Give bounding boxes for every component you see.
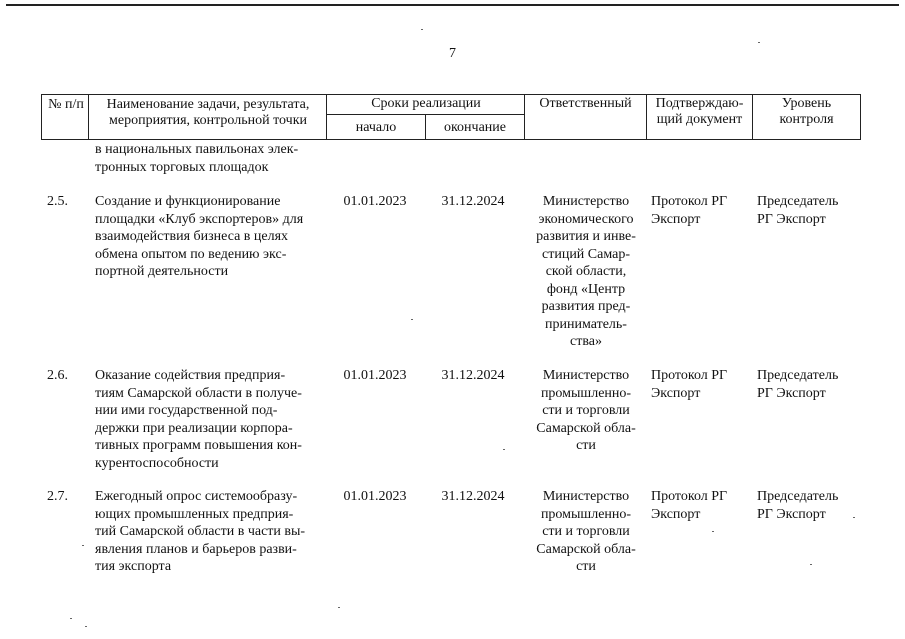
row-name — [95, 193, 320, 281]
text-line: сти и торговли — [542, 524, 630, 539]
header-divider — [425, 114, 426, 139]
header-divider — [752, 95, 753, 139]
row-num: 2.7. — [47, 489, 68, 504]
text-line: тивных программ повышения кон- — [95, 438, 302, 453]
top-border-line — [6, 4, 899, 6]
row-end: 31.12.2024 — [441, 368, 505, 383]
scan-speck — [85, 626, 87, 627]
scan-speck — [712, 531, 714, 532]
row-start: 01.01.2023 — [343, 368, 407, 383]
header-document: Подтверждаю-щий документ — [655, 96, 744, 127]
text-line: тиям Самарской области в получе- — [95, 385, 302, 401]
header-responsible: Ответственный — [539, 96, 632, 111]
text-line: Министерство — [542, 368, 630, 383]
text-line: промышленно- — [540, 385, 632, 401]
header-divider — [326, 95, 327, 139]
text-line: развития пред- — [541, 299, 631, 314]
page-number: 7 — [449, 46, 456, 61]
text-line: Ежегодный опрос системообразу- — [95, 489, 298, 504]
text-line: обмена опытом по ведению экс- — [95, 246, 287, 262]
scan-speck — [70, 618, 72, 619]
text-line: экономического — [538, 211, 634, 227]
text-line: в национальных павильонах элек- — [95, 142, 299, 157]
text-line: сти — [576, 438, 596, 453]
text-line: Протокол РГ — [651, 194, 728, 209]
text-line: Протокол РГ — [651, 368, 728, 383]
text-line: тий Самарской области в части вы- — [95, 524, 306, 539]
text-line: Министерство — [542, 489, 630, 504]
table-header — [41, 94, 861, 140]
header-terms: Сроки реализации — [371, 96, 481, 111]
header-divider — [88, 95, 89, 139]
scan-speck — [338, 607, 340, 608]
scan-speck — [82, 545, 84, 546]
row-name — [95, 367, 320, 472]
row-end: 31.12.2024 — [441, 489, 505, 504]
header-divider — [524, 95, 525, 139]
row-num: 2.6. — [47, 368, 68, 383]
text-line: портной деятельности — [95, 264, 229, 279]
text-line: Оказание содействия предприя- — [95, 368, 286, 383]
scan-speck — [411, 319, 413, 320]
text-line: взаимодействия бизнеса в целях — [95, 229, 289, 244]
text-line: Экспорт — [651, 211, 701, 227]
header-start: начало — [355, 120, 397, 135]
text-line: Протокол РГ — [651, 489, 728, 504]
text-line: ющих промышленных предприя- — [95, 506, 294, 522]
text-line: ской области, — [545, 264, 627, 279]
row-control — [757, 367, 861, 402]
scan-speck — [421, 29, 423, 30]
text-line: держки при реализации корпора- — [95, 420, 293, 436]
text-line: РГ Экспорт — [757, 211, 826, 227]
text-line: тия экспорта — [95, 559, 172, 574]
header-subdivider — [326, 114, 524, 115]
row-num: 2.5. — [47, 194, 68, 209]
scan-speck — [853, 517, 855, 518]
text-line: приниматель- — [545, 316, 627, 332]
row-responsible — [526, 488, 646, 576]
text-line: явления планов и барьеров разви- — [95, 541, 297, 557]
row-document — [651, 488, 751, 523]
text-line: курентоспособности — [95, 455, 219, 471]
text-line: РГ Экспорт — [757, 385, 826, 401]
text-line: Создание и функционирование — [95, 194, 281, 209]
text-line: развития и инве- — [536, 229, 636, 244]
text-line: Председатель — [757, 194, 839, 209]
row-start: 01.01.2023 — [343, 489, 407, 504]
row-control — [757, 488, 861, 523]
text-line: сти — [576, 559, 596, 574]
continuation-text — [95, 141, 320, 176]
text-line: РГ Экспорт — [757, 506, 826, 522]
row-start: 01.01.2023 — [343, 194, 407, 209]
text-line: ства» — [570, 334, 602, 349]
text-line: площадки «Клуб экспортеров» для — [95, 211, 304, 227]
text-line: стиций Самар- — [542, 246, 630, 262]
scan-speck — [758, 42, 760, 43]
text-line: Экспорт — [651, 385, 701, 401]
text-line: нии ими государственной под- — [95, 403, 278, 418]
text-line: Самарской обла- — [536, 420, 636, 436]
row-responsible — [526, 367, 646, 455]
text-line: Экспорт — [651, 506, 701, 522]
row-end: 31.12.2024 — [441, 194, 505, 209]
scan-speck — [810, 564, 812, 565]
row-document — [651, 367, 751, 402]
row-control — [757, 193, 861, 228]
header-divider — [646, 95, 647, 139]
header-control: Уровень контроля — [779, 96, 834, 127]
header-end: окончание — [443, 120, 507, 135]
text-line: фонд «Центр — [546, 281, 626, 297]
row-responsible — [526, 193, 646, 351]
text-line: Председатель — [757, 368, 839, 383]
text-line: Министерство — [542, 194, 630, 209]
row-name — [95, 488, 320, 576]
text-line: Самарской обла- — [536, 541, 636, 557]
row-document — [651, 193, 751, 228]
scan-speck — [503, 449, 505, 450]
header-num: № п/п — [48, 97, 84, 112]
text-line: промышленно- — [540, 506, 632, 522]
text-line: тронных торговых площадок — [95, 159, 269, 175]
text-line: сти и торговли — [542, 403, 630, 418]
header-name: Наименование задачи, результата, мероприятия, контрольной точки — [106, 97, 310, 128]
text-line: Председатель — [757, 489, 839, 504]
